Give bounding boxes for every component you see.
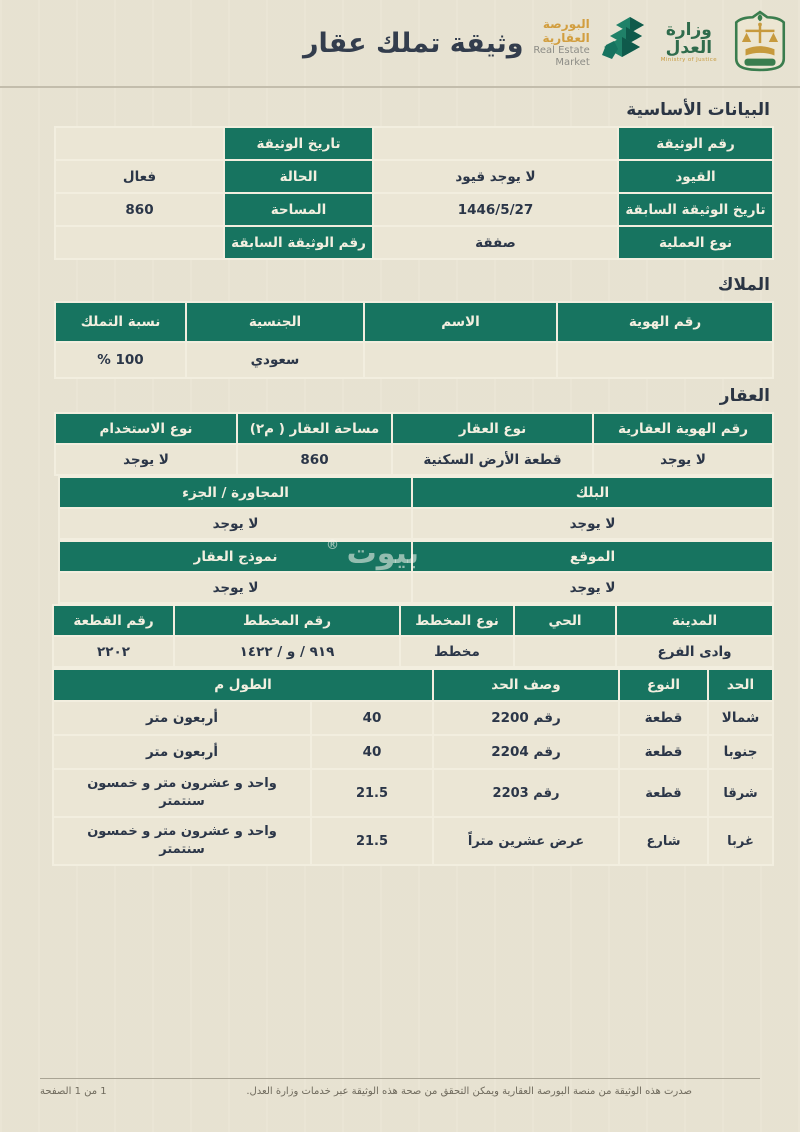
basic-data-table: [54, 126, 774, 260]
field-value-cell: لا يوجد: [60, 573, 411, 602]
page-total: 1: [100, 1086, 107, 1097]
rem-logo-english-name: Real Estate Market: [533, 45, 590, 68]
boundary-row-east: [54, 770, 772, 816]
column-header-cell: نوع المخطط: [401, 606, 513, 635]
document-footer: [0, 1078, 800, 1097]
column-header-cell: النوع: [620, 670, 707, 700]
field-label-cell: القيود: [619, 161, 772, 192]
column-header-cell: الحد: [709, 670, 772, 700]
header-logos: [524, 10, 788, 76]
property-table-group3: [58, 540, 774, 604]
boundary-edge-cell: شرقا: [709, 770, 772, 816]
field-value-cell: [56, 227, 223, 258]
boundary-row-north: [54, 702, 772, 734]
owner-share-cell: 100 %: [56, 343, 185, 377]
boundary-length-number-cell: 40: [312, 736, 432, 768]
field-value-cell: فعال: [56, 161, 223, 192]
property-table-group1: [54, 412, 774, 476]
document-header: [0, 0, 800, 88]
page-of-word: من: [84, 1086, 98, 1097]
page-word: الصفحة: [40, 1086, 72, 1097]
boundary-type-cell: قطعة: [620, 736, 707, 768]
field-value-cell: لا يوجد: [56, 445, 236, 474]
field-value-cell: صفقة: [374, 227, 617, 258]
column-header-cell: الحي: [515, 606, 615, 635]
plot-number-cell: ٢٢٠٢: [54, 637, 173, 666]
table-row: [56, 161, 772, 192]
column-header-cell: الجنسية: [187, 303, 363, 341]
boundary-edge-cell: شمالا: [709, 702, 772, 734]
page-number-label: [40, 1086, 107, 1097]
table-header-row: [56, 303, 772, 341]
field-value-cell: لا يوجد: [594, 445, 772, 474]
field-label-cell: رقم الوثيقة السابقة: [225, 227, 372, 258]
field-value-cell: 860: [238, 445, 391, 474]
property-table-group2: [58, 476, 774, 540]
table-row: [56, 227, 772, 258]
owners-table: [54, 301, 774, 379]
boundary-description-cell: رقم 2204: [434, 736, 618, 768]
column-header-cell: الموقع: [413, 542, 772, 571]
owner-nationality-cell: سعودي: [187, 343, 363, 377]
property-table-group4: [52, 604, 774, 668]
rem-logo-text: [524, 18, 590, 69]
column-header-cell: الاسم: [365, 303, 556, 341]
boundary-type-cell: شارع: [620, 818, 707, 864]
moj-logo-text: [656, 22, 722, 63]
field-value-cell: لا يوجد قيود: [374, 161, 617, 192]
boundary-description-cell: رقم 2200: [434, 702, 618, 734]
table-header-row: [54, 606, 772, 635]
plan-number-cell: ٩١٩ / و / ١٤٢٢: [175, 637, 399, 666]
boundary-length-text-cell: أربعون متر: [54, 736, 310, 768]
boundary-length-text-cell: واحد و عشرون متر و خمسون سنتمتر: [54, 818, 310, 864]
boundaries-table: [52, 668, 774, 866]
boundary-length-number-cell: 21.5: [312, 818, 432, 864]
boundary-edge-cell: غربا: [709, 818, 772, 864]
column-header-cell: نموذج العقار: [60, 542, 411, 571]
table-row: [56, 343, 772, 377]
owner-id-cell: [558, 343, 772, 377]
column-header-cell: رقم المخطط: [175, 606, 399, 635]
field-value-cell: لا يوجد: [413, 573, 772, 602]
field-value-cell: لا يوجد: [413, 509, 772, 538]
field-value-cell: 860: [56, 194, 223, 225]
table-row: [60, 573, 772, 602]
registered-mark-icon: ®: [326, 538, 339, 553]
section-title-property: العقار: [719, 386, 770, 406]
field-label-cell: المساحة: [225, 194, 372, 225]
boundary-row-west: [54, 818, 772, 864]
column-header-cell: وصف الحد: [434, 670, 618, 700]
table-header-row: [54, 670, 772, 700]
column-header-cell: مساحة العقار ( م٢): [238, 414, 391, 443]
boundary-description-cell: رقم 2203: [434, 770, 618, 816]
district-cell: [515, 637, 615, 666]
table-header-row: [56, 414, 772, 443]
rem-logo-arabic-name: البورصة العقارية: [542, 16, 590, 45]
field-value-cell: 1446/5/27: [374, 194, 617, 225]
field-label-cell: تاريخ الوثيقة السابقة: [619, 194, 772, 225]
table-header-row: [60, 542, 772, 571]
rem-building-icon: [600, 15, 646, 71]
boundary-row-south: [54, 736, 772, 768]
column-header-cell: رقم الهوية: [558, 303, 772, 341]
table-row: [56, 445, 772, 474]
table-row: [54, 637, 772, 666]
field-label-cell: رقم الوثيقة: [619, 128, 772, 159]
boundary-edge-cell: جنوبا: [709, 736, 772, 768]
plan-type-cell: مخطط: [401, 637, 513, 666]
moj-emblem-icon: [732, 10, 788, 76]
field-label-cell: الحالة: [225, 161, 372, 192]
column-header-cell: الطول م: [54, 670, 432, 700]
section-title-owners: الملاك: [717, 275, 770, 295]
watermark-text: بيوت: [346, 536, 420, 571]
field-value-cell: لا يوجد: [60, 509, 411, 538]
page-current: 1: [74, 1086, 81, 1097]
document-title: وثيقة تملك عقار: [303, 27, 524, 59]
section-title-basic: البيانات الأساسية: [626, 100, 770, 120]
field-value-cell: [374, 128, 617, 159]
boundary-length-text-cell: أربعون متر: [54, 702, 310, 734]
boundary-type-cell: قطعة: [620, 702, 707, 734]
column-header-cell: رقم الهوية العقارية: [594, 414, 772, 443]
table-row: [56, 128, 772, 159]
field-value-cell: [56, 128, 223, 159]
moj-logo-english-name: Ministry of Justice: [660, 56, 718, 63]
boundary-length-number-cell: 40: [312, 702, 432, 734]
footer-note: صدرت هذه الوثيقة من منصة البورصة العقارية ويمكن التحقق من صحة هذه الوثيقة عبر خدمات وزارة العدل.: [246, 1086, 692, 1097]
field-label-cell: نوع العملية: [619, 227, 772, 258]
column-header-cell: نسبة التملك: [56, 303, 185, 341]
owner-name-cell: [365, 343, 556, 377]
boundary-description-cell: عرض عشرين متراً: [434, 818, 618, 864]
boundary-type-cell: قطعة: [620, 770, 707, 816]
field-value-cell: قطعة الأرض السكنية: [393, 445, 592, 474]
column-header-cell: البلك: [413, 478, 772, 507]
table-row: [56, 194, 772, 225]
boundary-length-number-cell: 21.5: [312, 770, 432, 816]
table-row: [60, 509, 772, 538]
moj-logo-arabic-name: وزارة العدل: [665, 20, 713, 59]
column-header-cell: نوع الاستخدام: [56, 414, 236, 443]
city-cell: وادى الفرع: [617, 637, 772, 666]
column-header-cell: نوع العقار: [393, 414, 592, 443]
column-header-cell: المدينة: [617, 606, 772, 635]
boundary-length-text-cell: واحد و عشرون متر و خمسون سنتمتر: [54, 770, 310, 816]
field-label-cell: تاريخ الوثيقة: [225, 128, 372, 159]
column-header-cell: المجاورة / الجزء: [60, 478, 411, 507]
column-header-cell: رقم القطعة: [54, 606, 173, 635]
table-header-row: [60, 478, 772, 507]
